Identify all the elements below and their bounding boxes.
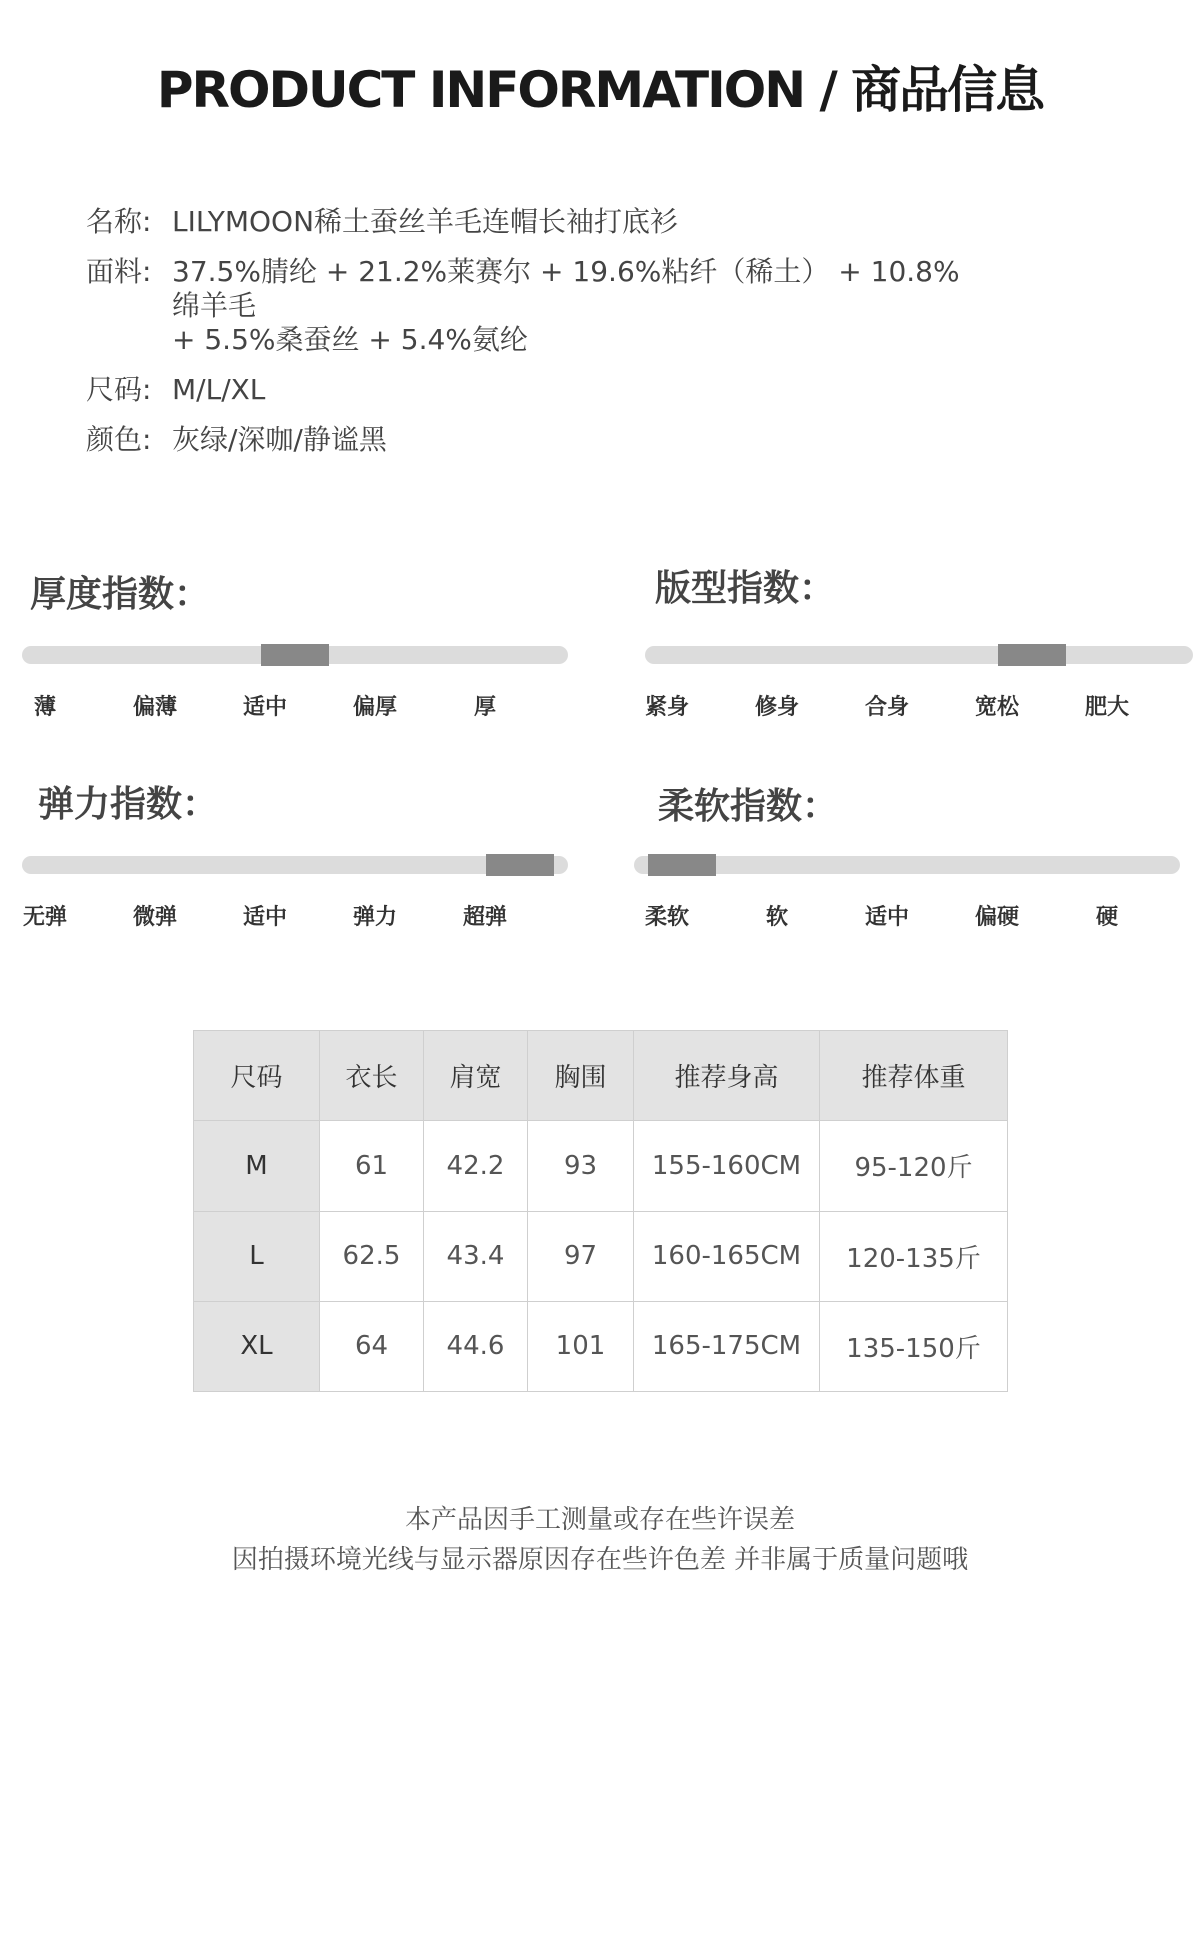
index-title: 柔软指数： — [658, 786, 839, 827]
table-row — [194, 1121, 1008, 1211]
index-track — [634, 856, 1180, 874]
size-table — [193, 1030, 1008, 1392]
index-option: 适中 — [242, 695, 287, 720]
fabric-line-1: 37.5%腈纶 + 21.2%莱赛尔 + 19.6%粘纤（稀土） + 10.8%绵羊毛 — [172, 255, 960, 322]
index-title: 弹力指数： — [38, 784, 219, 825]
table-header-row — [194, 1031, 1008, 1121]
index-track — [22, 646, 568, 664]
index-option: 宽松 — [974, 695, 1019, 720]
index-option: 弹力 — [352, 905, 397, 930]
info-value: LILYMOON稀土蚕丝羊毛连帽长袖打底衫 — [172, 205, 679, 238]
table-header: 推荐身高 — [634, 1031, 820, 1121]
info-label: 面料: — [86, 255, 152, 288]
index-option: 合身 — [864, 695, 909, 720]
index-options — [0, 690, 540, 721]
info-row-fabric — [86, 255, 986, 357]
table-cell: L — [194, 1211, 320, 1301]
index-title: 版型指数： — [655, 568, 836, 609]
table-row — [194, 1211, 1008, 1301]
index-option: 软 — [765, 905, 788, 930]
table-cell: 101 — [528, 1301, 634, 1391]
index-track — [22, 856, 568, 874]
table-header: 衣长 — [320, 1031, 424, 1121]
table-row — [194, 1301, 1008, 1391]
index-option: 超弹 — [462, 905, 507, 930]
table-header: 肩宽 — [424, 1031, 528, 1121]
index-option: 厚 — [473, 695, 496, 720]
table-cell: 120-135斤 — [820, 1211, 1008, 1301]
disclaimer-line: 因拍摄环境光线与显示器原因存在些许色差 并非属于质量问题哦 — [231, 1545, 969, 1575]
table-cell: 160-165CM — [634, 1211, 820, 1301]
table-cell: 93 — [528, 1121, 634, 1211]
table-cell: 165-175CM — [634, 1301, 820, 1391]
index-marker — [648, 854, 716, 876]
index-option: 柔软 — [644, 905, 689, 930]
table-cell: XL — [194, 1301, 320, 1391]
table-cell: 43.4 — [424, 1211, 528, 1301]
index-options — [612, 690, 1162, 721]
index-option: 硬 — [1095, 905, 1118, 930]
index-option: 适中 — [242, 905, 287, 930]
table-cell: 135-150斤 — [820, 1301, 1008, 1391]
index-option: 偏厚 — [352, 695, 397, 720]
index-marker — [998, 644, 1066, 666]
table-cell: 62.5 — [320, 1211, 424, 1301]
fit-index — [644, 564, 1200, 720]
info-value: M/L/XL — [172, 373, 266, 406]
index-option: 偏薄 — [132, 695, 177, 720]
index-option: 薄 — [33, 695, 56, 720]
table-cell: 44.6 — [424, 1301, 528, 1391]
index-option: 微弹 — [132, 905, 177, 930]
table-cell: 97 — [528, 1211, 634, 1301]
index-marker — [486, 854, 554, 876]
table-cell: 64 — [320, 1301, 424, 1391]
table-header: 尺码 — [194, 1031, 320, 1121]
index-option: 无弹 — [22, 905, 67, 930]
info-row-name — [86, 205, 986, 239]
table-header: 胸围 — [528, 1031, 634, 1121]
table-cell: 61 — [320, 1121, 424, 1211]
index-option: 肥大 — [1084, 695, 1129, 720]
disclaimer-line: 本产品因手工测量或存在些许误差 — [404, 1505, 795, 1535]
table-cell: 155-160CM — [634, 1121, 820, 1211]
thickness-index — [30, 570, 590, 720]
index-option: 紧身 — [644, 695, 689, 720]
index-option: 偏硬 — [974, 905, 1019, 930]
table-cell: M — [194, 1121, 320, 1211]
table-cell: 95-120斤 — [820, 1121, 1008, 1211]
index-panel — [0, 570, 1200, 950]
index-options — [0, 900, 540, 931]
info-value — [172, 255, 986, 357]
info-label: 尺码: — [86, 373, 152, 406]
fabric-line-2: + 5.5%桑蚕丝 + 5.4%氨纶 — [172, 323, 528, 356]
disclaimer — [0, 1500, 1200, 1580]
elasticity-index — [22, 780, 598, 930]
info-label: 名称: — [86, 205, 152, 238]
index-track — [645, 646, 1193, 664]
index-option: 修身 — [754, 695, 799, 720]
index-title: 厚度指数： — [30, 574, 211, 615]
index-option: 适中 — [864, 905, 909, 930]
table-header: 推荐体重 — [820, 1031, 1008, 1121]
index-marker — [261, 644, 329, 666]
info-value: 灰绿/深咖/静谧黑 — [172, 423, 387, 456]
info-row-color — [86, 423, 986, 457]
page-title: PRODUCT INFORMATION / 商品信息 — [156, 61, 1044, 119]
softness-index — [644, 782, 1200, 930]
table-cell: 42.2 — [424, 1121, 528, 1211]
info-label: 颜色: — [86, 423, 152, 456]
info-row-size — [86, 373, 986, 407]
index-options — [612, 900, 1162, 931]
product-info — [86, 205, 986, 473]
